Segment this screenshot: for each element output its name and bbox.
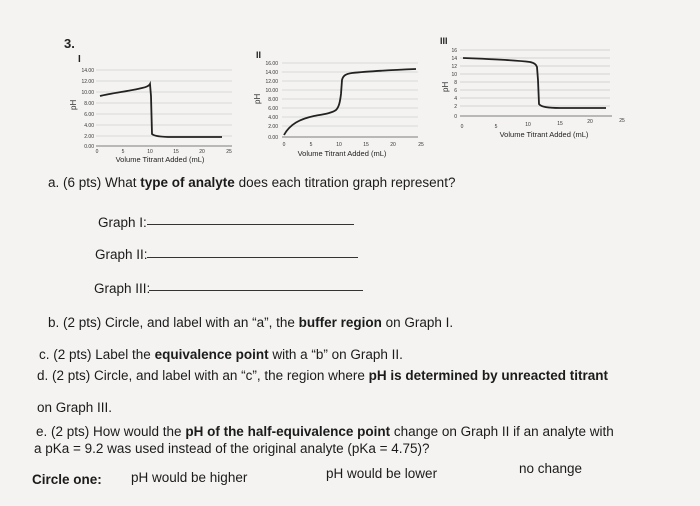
graph-3-xtick: 5 — [494, 124, 498, 130]
graph-1-ytick: 8.00 — [84, 101, 94, 107]
graph-1-xtick: 25 — [226, 149, 232, 155]
graph-3-ytick: 0 — [454, 114, 457, 120]
graph-1-ytick: 14.00 — [81, 68, 94, 74]
graph-1-label: I — [78, 54, 81, 65]
question-c-bold: equivalence point — [154, 347, 269, 362]
graph-3-xtick: 25 — [619, 118, 625, 124]
graph-1-xtick: 10 — [147, 149, 153, 155]
graph-3-answer-line[interactable] — [149, 290, 363, 291]
graph-2-ytick: 2.00 — [268, 124, 278, 130]
graph-1-ytick: 2.00 — [84, 134, 94, 140]
graph-3-xtick: 0 — [460, 124, 464, 130]
question-a-suffix: does each titration graph represent? — [234, 175, 456, 190]
graph-2-xtick: 20 — [390, 142, 396, 148]
graph-3-ytick: 8 — [454, 80, 457, 86]
question-d-prefix: d. (2 pts) Circle, and label with an “c”, the region where — [37, 368, 369, 383]
graph-2-x-ticks — [283, 142, 424, 148]
graph-1-answer-line[interactable] — [147, 224, 354, 225]
graph-3-answer-label: Graph III: — [94, 281, 151, 296]
graph-1-ytick: 10.00 — [81, 90, 94, 96]
graph-1-answer-label: Graph I: — [98, 215, 147, 230]
graph-1-xtick: 0 — [95, 149, 99, 155]
circle-one-label: Circle one: — [32, 472, 102, 487]
graph-3-y-ticks — [451, 48, 457, 120]
graph-3-ylabel: pH — [441, 81, 450, 92]
graph-3-x-ticks — [461, 118, 625, 130]
question-e — [36, 423, 614, 440]
graph-2-ytick: 8.00 — [268, 97, 278, 103]
graph-3-ytick: 2 — [454, 104, 457, 110]
graph-1-ytick: 0.00 — [84, 144, 94, 150]
graph-2-ytick: 6.00 — [268, 106, 278, 112]
graph-3-curve — [463, 58, 606, 108]
graph-2-y-ticks — [265, 61, 278, 141]
question-c-suffix: with a “b” on Graph II. — [268, 347, 403, 362]
question-e-bold: pH of the half-equivalence point — [185, 424, 391, 439]
graph-3-xlabel: Volume Titrant Added (mL) — [499, 130, 589, 139]
question-a-bold: type of analyte — [140, 175, 235, 190]
graph-1-ytick: 6.00 — [84, 112, 94, 118]
graph-2-xtick: 0 — [282, 142, 286, 148]
graph-3 — [440, 36, 625, 139]
question-b-suffix: on Graph I. — [381, 315, 454, 330]
graph-2-xtick: 25 — [418, 142, 424, 148]
graph-1-xtick: 5 — [121, 149, 125, 155]
graph-3-ytick: 6 — [454, 88, 457, 94]
graph-1-ytick: 12.00 — [81, 79, 94, 85]
graph-2-answer-label: Graph II: — [95, 247, 148, 262]
graph-1-xtick: 15 — [173, 149, 179, 155]
graph-2-ytick: 14.00 — [265, 70, 278, 76]
graph-2-ytick: 0.00 — [268, 135, 278, 141]
graph-3-label: III — [440, 36, 448, 46]
graph-2-xtick: 15 — [363, 142, 369, 148]
option-ph-lower[interactable]: pH would be lower — [326, 466, 438, 481]
graph-2-xtick: 10 — [336, 142, 342, 148]
graph-3-ytick: 4 — [454, 96, 457, 102]
graph-1-gridlines — [96, 70, 232, 136]
graph-2-xlabel: Volume Titrant Added (mL) — [297, 149, 387, 158]
graph-2-ylabel: pH — [253, 93, 262, 104]
graph-2-ytick: 10.00 — [265, 88, 278, 94]
graph-2-curve — [284, 69, 416, 135]
graph-3-ytick: 14 — [451, 56, 457, 62]
question-c-prefix: c. (2 pts) Label the — [39, 347, 155, 362]
question-c — [39, 346, 403, 363]
graph-2-ytick: 4.00 — [268, 115, 278, 121]
graph-2-answer-line[interactable] — [147, 257, 358, 258]
question-e-suffix: change on Graph II if an analyte with — [390, 424, 614, 439]
titration-graphs — [0, 0, 700, 180]
question-b — [48, 314, 453, 331]
graph-2-ytick: 16.00 — [265, 61, 278, 67]
question-b-bold: buffer region — [298, 315, 382, 330]
graph-3-ytick: 12 — [451, 64, 457, 70]
question-number: 3. — [64, 36, 75, 51]
graph-1-ytick: 4.00 — [84, 123, 94, 129]
graph-3-xtick: 15 — [557, 121, 563, 127]
graph-3-xtick: 20 — [587, 119, 593, 125]
graph-3-ytick: 16 — [451, 48, 457, 54]
graph-2 — [253, 50, 424, 158]
graph-1-xtick: 20 — [199, 149, 205, 155]
question-a-prefix: a. (6 pts) What — [48, 175, 141, 190]
graph-1 — [69, 54, 232, 164]
graph-1-xlabel: Volume Titrant Added (mL) — [115, 155, 205, 164]
question-d-bold: pH is determined by unreacted titrant — [368, 368, 608, 383]
question-d-line2: on Graph III. — [37, 400, 113, 415]
graph-1-ylabel: pH — [69, 99, 78, 110]
graph-2-label: II — [256, 50, 262, 60]
option-ph-higher[interactable]: pH would be higher — [131, 470, 248, 485]
graph-1-y-ticks — [81, 68, 94, 150]
graph-2-xtick: 5 — [309, 142, 313, 148]
question-a — [48, 174, 455, 191]
graph-3-xtick: 10 — [525, 122, 531, 128]
question-e-prefix: e. (2 pts) How would the — [36, 424, 186, 439]
question-b-prefix: b. (2 pts) Circle, and label with an “a”, the — [48, 315, 299, 330]
graph-3-ytick: 10 — [451, 72, 457, 78]
option-no-change[interactable]: no change — [519, 461, 583, 476]
question-e-line2: a pKa = 9.2 was used instead of the original analyte (pKa = 4.75)? — [34, 441, 430, 456]
question-d — [37, 367, 608, 384]
graph-2-ytick: 12.00 — [265, 79, 278, 85]
